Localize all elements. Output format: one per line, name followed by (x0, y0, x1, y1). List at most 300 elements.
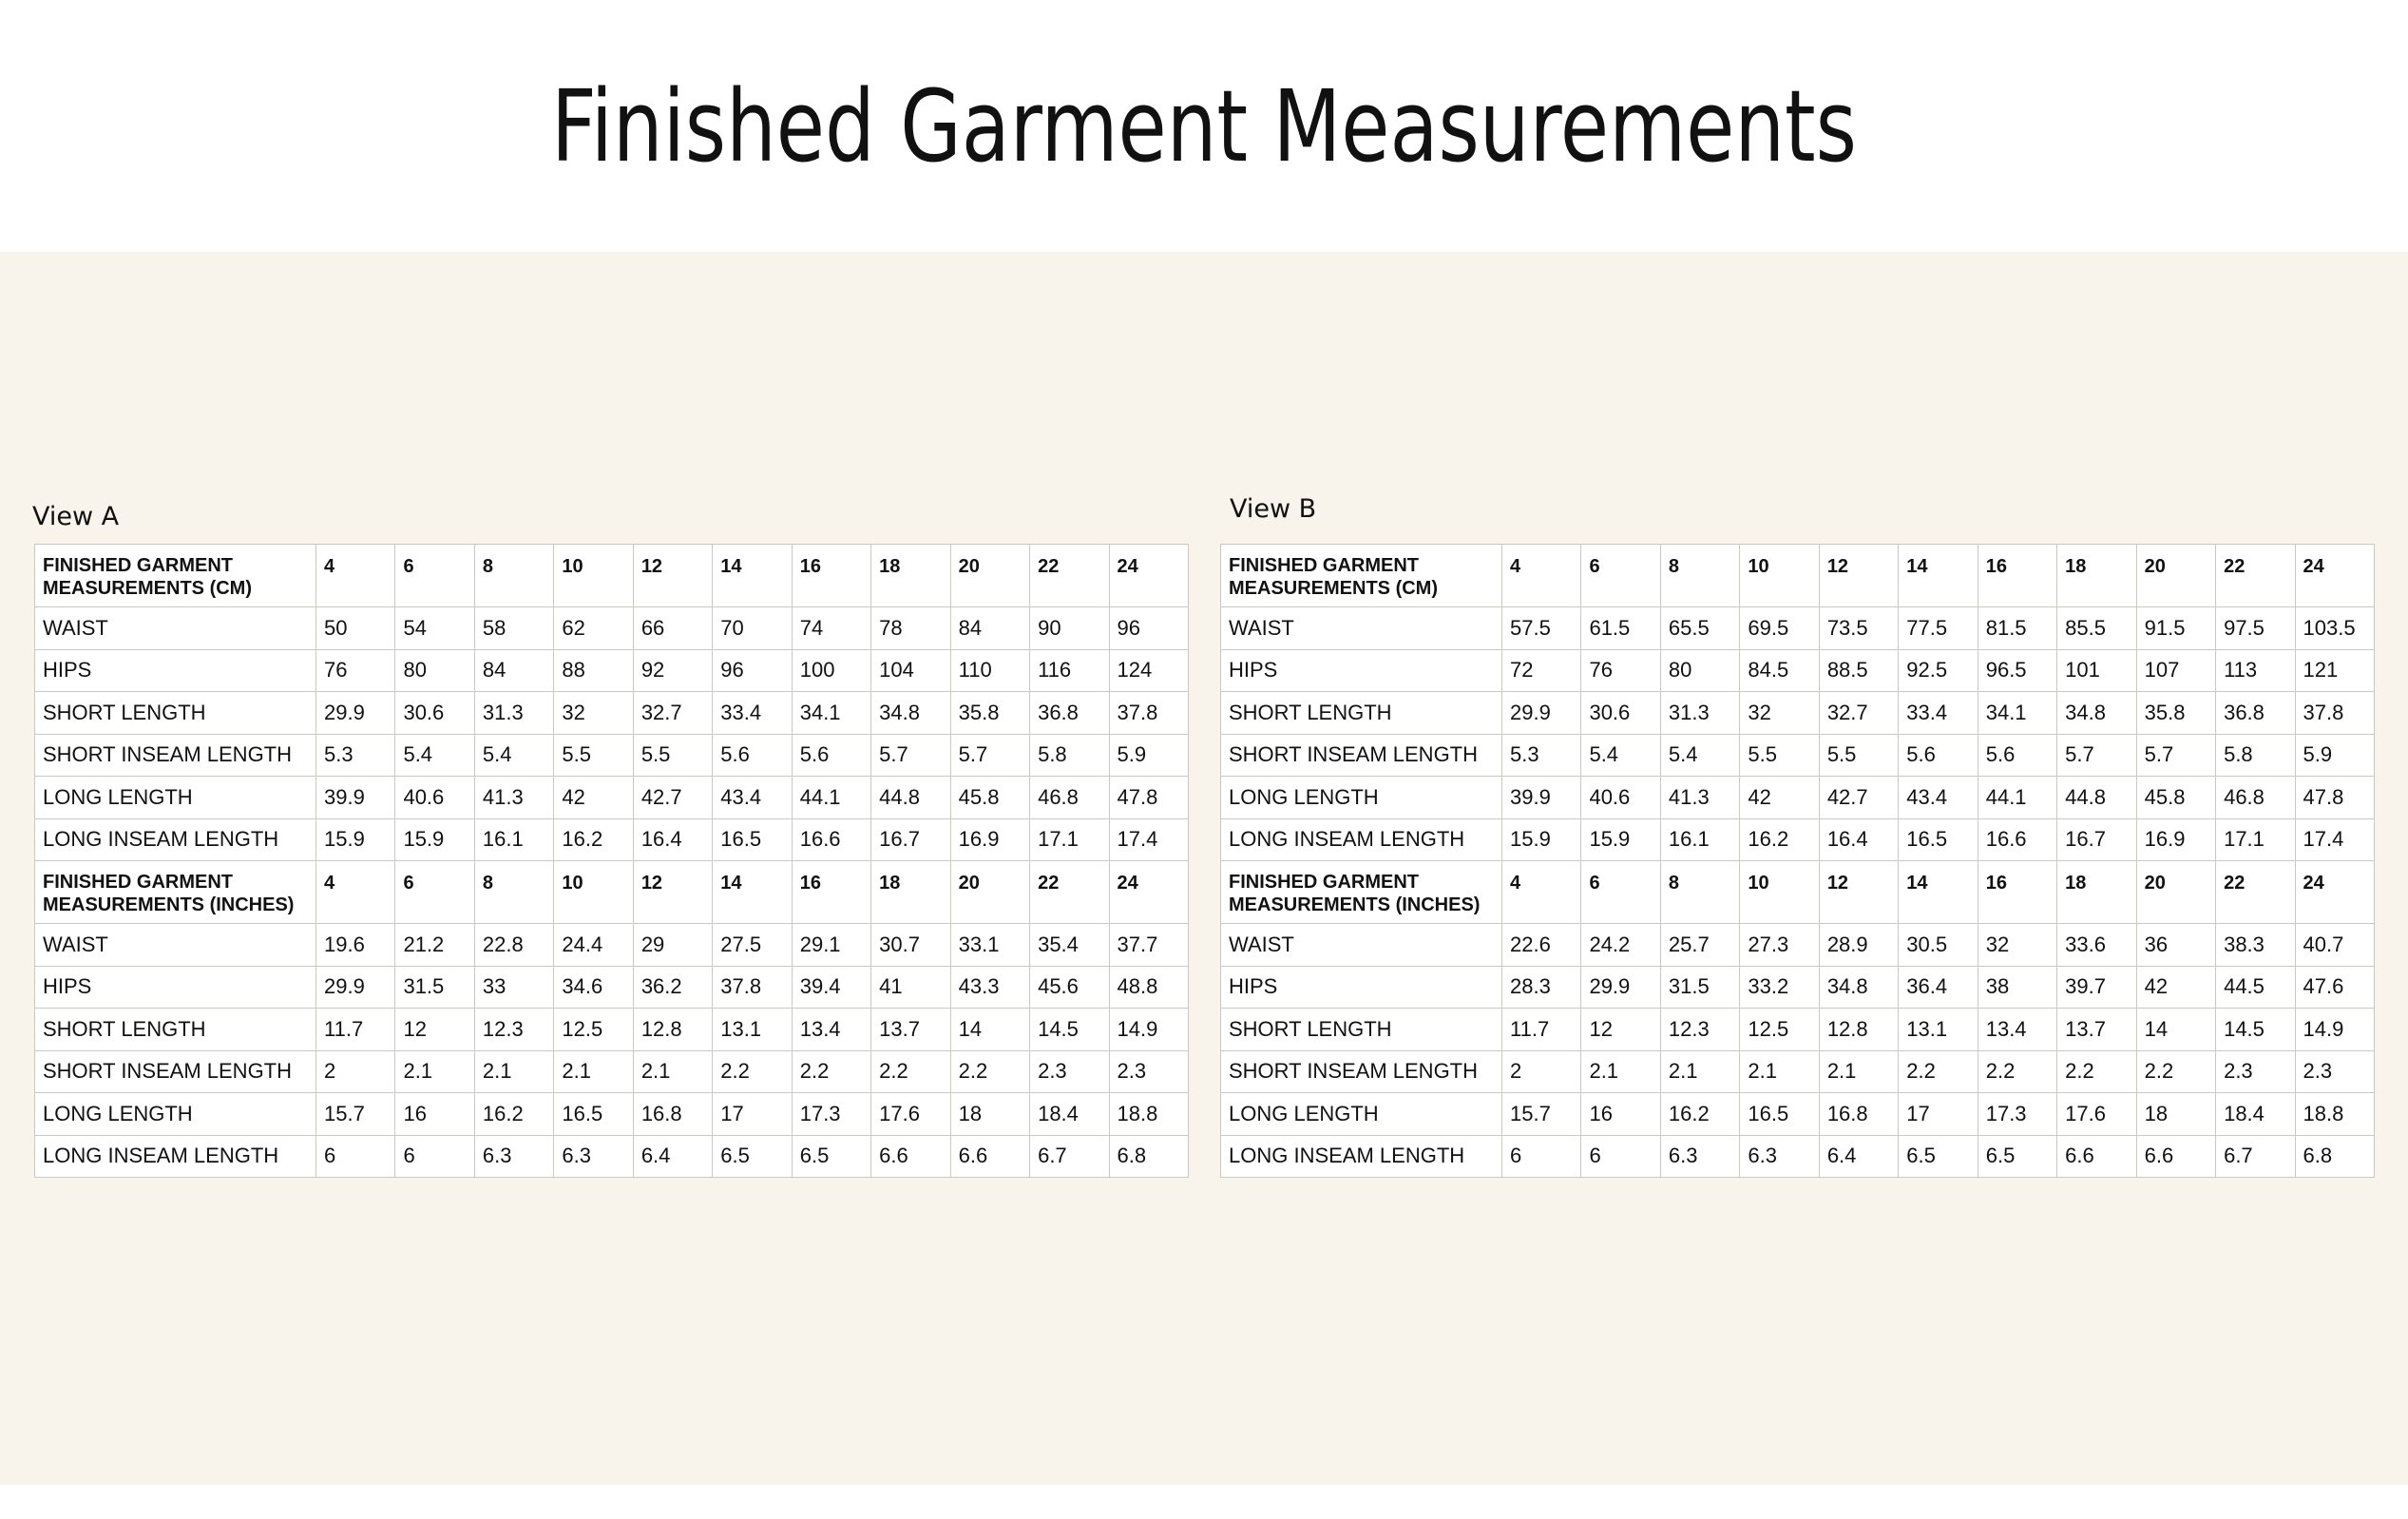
measurement-value-cell: 6.3 (474, 1135, 553, 1178)
measurement-value-cell: 33.4 (1899, 692, 1978, 735)
measurement-value-cell: 42 (2136, 966, 2215, 1009)
measurement-value-cell: 42 (1740, 777, 1819, 819)
measurement-value-cell: 14.5 (1030, 1009, 1109, 1051)
measurement-value-cell: 15.9 (395, 818, 474, 861)
measurement-value-cell: 17.3 (792, 1093, 870, 1136)
measurement-value-cell: 16.1 (474, 818, 553, 861)
measurement-value-cell: 50 (316, 607, 395, 650)
measurement-value-cell: 30.6 (1581, 692, 1660, 735)
measurement-value-cell: 41.3 (474, 777, 553, 819)
measurement-value-cell: 2.2 (1899, 1050, 1978, 1093)
measurement-value-cell: 39.9 (1502, 777, 1581, 819)
table-row (1221, 966, 2375, 1009)
measurement-value-cell: 29 (633, 924, 712, 967)
measurement-value-cell: 5.7 (950, 734, 1029, 777)
measurement-value-cell: 38 (1978, 966, 2056, 1009)
measurement-name-cell: HIPS (1221, 966, 1502, 1009)
measurement-value-cell: 16.5 (554, 1093, 633, 1136)
measurement-value-cell: 44.1 (792, 777, 870, 819)
view-a-measurement-table (34, 544, 1189, 1178)
measurement-value-cell: 29.9 (1502, 692, 1581, 735)
measurement-value-cell: 22.6 (1502, 924, 1581, 967)
measurement-value-cell: 18.4 (1030, 1093, 1109, 1136)
measurement-value-cell: 2.1 (633, 1050, 712, 1093)
measurement-value-cell: 5.5 (1740, 734, 1819, 777)
measurement-value-cell: 40.6 (395, 777, 474, 819)
measurement-value-cell: 92 (633, 649, 712, 692)
measurement-value-cell: 41 (871, 966, 950, 1009)
measurement-value-cell: 88 (554, 649, 633, 692)
measurement-value-cell: 13.4 (1978, 1009, 2056, 1051)
size-header-cell: 10 (1740, 861, 1819, 924)
measurement-name-cell: WAIST (1221, 924, 1502, 967)
measurement-value-cell: 37.7 (1109, 924, 1188, 967)
table-header-row (1221, 545, 2375, 607)
measurement-value-cell: 16.6 (792, 818, 870, 861)
measurement-value-cell: 2.3 (1030, 1050, 1109, 1093)
size-header-cell: 24 (1109, 861, 1188, 924)
measurement-name-cell: WAIST (35, 924, 316, 967)
measurement-value-cell: 16.8 (1819, 1093, 1898, 1136)
measurement-value-cell: 36.4 (1899, 966, 1978, 1009)
measurement-value-cell: 6.6 (871, 1135, 950, 1178)
measurement-value-cell: 35.8 (2136, 692, 2215, 735)
measurement-name-cell: WAIST (35, 607, 316, 650)
measurement-value-cell: 80 (1660, 649, 1739, 692)
measurement-value-cell: 88.5 (1819, 649, 1898, 692)
size-header-cell: 4 (316, 861, 395, 924)
measurement-value-cell: 5.6 (792, 734, 870, 777)
measurement-value-cell: 15.7 (1502, 1093, 1581, 1136)
measurement-value-cell: 14.9 (1109, 1009, 1188, 1051)
measurement-value-cell: 5.7 (2136, 734, 2215, 777)
measurement-value-cell: 34.8 (1819, 966, 1898, 1009)
measurement-value-cell: 6.4 (1819, 1135, 1898, 1178)
size-header-cell: 16 (792, 861, 870, 924)
measurement-value-cell: 17.6 (2057, 1093, 2136, 1136)
measurement-value-cell: 6.3 (1660, 1135, 1739, 1178)
measurement-value-cell: 96 (713, 649, 792, 692)
measurement-name-cell: SHORT INSEAM LENGTH (1221, 734, 1502, 777)
measurement-value-cell: 31.3 (1660, 692, 1739, 735)
measurement-value-cell: 6 (316, 1135, 395, 1178)
measurement-value-cell: 14 (950, 1009, 1029, 1051)
size-header-cell: 16 (1978, 861, 2056, 924)
table-row (1221, 649, 2375, 692)
measurement-value-cell: 76 (316, 649, 395, 692)
measurement-value-cell: 39.9 (316, 777, 395, 819)
measurement-value-cell: 2.2 (871, 1050, 950, 1093)
measurement-value-cell: 30.5 (1899, 924, 1978, 967)
measurement-value-cell: 31.5 (1660, 966, 1739, 1009)
size-header-cell: 24 (2295, 545, 2374, 607)
size-header-cell: 22 (2216, 545, 2295, 607)
measurement-value-cell: 5.4 (395, 734, 474, 777)
size-header-cell: 10 (1740, 545, 1819, 607)
measurement-value-cell: 31.5 (395, 966, 474, 1009)
measurement-value-cell: 32 (554, 692, 633, 735)
measurement-value-cell: 6.6 (2136, 1135, 2215, 1178)
measurement-name-cell: WAIST (1221, 607, 1502, 650)
table-row (35, 734, 1189, 777)
section-header-label: FINISHED GARMENT MEASUREMENTS (INCHES) (1221, 861, 1502, 924)
table-row (1221, 924, 2375, 967)
size-header-cell: 6 (395, 545, 474, 607)
measurement-value-cell: 36.8 (2216, 692, 2295, 735)
measurement-value-cell: 5.7 (871, 734, 950, 777)
measurement-value-cell: 96 (1109, 607, 1188, 650)
table-row (35, 607, 1189, 650)
measurement-value-cell: 14 (2136, 1009, 2215, 1051)
size-header-cell: 8 (474, 861, 553, 924)
size-header-cell: 22 (1030, 861, 1109, 924)
measurement-value-cell: 5.7 (2057, 734, 2136, 777)
measurement-name-cell: LONG LENGTH (1221, 1093, 1502, 1136)
measurement-value-cell: 25.7 (1660, 924, 1739, 967)
measurement-name-cell: LONG LENGTH (35, 777, 316, 819)
measurement-value-cell: 2.2 (950, 1050, 1029, 1093)
size-header-cell: 8 (1660, 545, 1739, 607)
measurement-value-cell: 43.3 (950, 966, 1029, 1009)
size-header-cell: 6 (1581, 545, 1660, 607)
measurement-value-cell: 6.3 (1740, 1135, 1819, 1178)
size-header-cell: 16 (1978, 545, 2056, 607)
measurement-value-cell: 44.8 (871, 777, 950, 819)
measurement-value-cell: 31.3 (474, 692, 553, 735)
measurement-value-cell: 91.5 (2136, 607, 2215, 650)
measurement-value-cell: 40.6 (1581, 777, 1660, 819)
measurement-value-cell: 42.7 (1819, 777, 1898, 819)
measurement-value-cell: 11.7 (316, 1009, 395, 1051)
measurement-value-cell: 16.2 (1740, 818, 1819, 861)
size-header-cell: 10 (554, 545, 633, 607)
measurement-value-cell: 5.6 (1899, 734, 1978, 777)
measurement-name-cell: SHORT LENGTH (1221, 692, 1502, 735)
measurement-value-cell: 13.1 (1899, 1009, 1978, 1051)
table-header-row (1221, 861, 2375, 924)
measurement-value-cell: 92.5 (1899, 649, 1978, 692)
measurement-value-cell: 45.6 (1030, 966, 1109, 1009)
measurement-value-cell: 124 (1109, 649, 1188, 692)
measurement-value-cell: 6 (1581, 1135, 1660, 1178)
measurement-value-cell: 62 (554, 607, 633, 650)
measurement-value-cell: 15.9 (1502, 818, 1581, 861)
size-header-cell: 12 (633, 861, 712, 924)
measurement-value-cell: 90 (1030, 607, 1109, 650)
measurement-value-cell: 17.3 (1978, 1093, 2056, 1136)
measurement-value-cell: 14.9 (2295, 1009, 2374, 1051)
size-header-cell: 4 (1502, 545, 1581, 607)
measurement-value-cell: 37.8 (1109, 692, 1188, 735)
measurement-name-cell: LONG INSEAM LENGTH (35, 1135, 316, 1178)
measurement-value-cell: 30.6 (395, 692, 474, 735)
measurement-value-cell: 33 (474, 966, 553, 1009)
table-row (35, 818, 1189, 861)
measurement-value-cell: 97.5 (2216, 607, 2295, 650)
measurement-value-cell: 24.2 (1581, 924, 1660, 967)
table-row (1221, 818, 2375, 861)
measurement-value-cell: 33.6 (2057, 924, 2136, 967)
measurement-value-cell: 47.8 (1109, 777, 1188, 819)
measurement-value-cell: 6.3 (554, 1135, 633, 1178)
measurement-value-cell: 61.5 (1581, 607, 1660, 650)
measurement-name-cell: LONG INSEAM LENGTH (35, 818, 316, 861)
measurement-value-cell: 103.5 (2295, 607, 2374, 650)
measurement-value-cell: 2.1 (395, 1050, 474, 1093)
measurement-value-cell: 24.4 (554, 924, 633, 967)
measurement-value-cell: 77.5 (1899, 607, 1978, 650)
measurement-value-cell: 6.8 (2295, 1135, 2374, 1178)
measurement-value-cell: 15.9 (1581, 818, 1660, 861)
size-header-cell: 14 (1899, 545, 1978, 607)
measurement-value-cell: 12 (1581, 1009, 1660, 1051)
measurement-value-cell: 44.5 (2216, 966, 2295, 1009)
measurement-value-cell: 2.2 (713, 1050, 792, 1093)
measurement-value-cell: 30.7 (871, 924, 950, 967)
measurement-value-cell: 6.5 (1899, 1135, 1978, 1178)
size-header-cell: 20 (2136, 545, 2215, 607)
measurement-value-cell: 37.8 (2295, 692, 2374, 735)
measurement-value-cell: 46.8 (2216, 777, 2295, 819)
measurement-value-cell: 13.4 (792, 1009, 870, 1051)
measurement-value-cell: 29.9 (1581, 966, 1660, 1009)
measurement-value-cell: 2.2 (2136, 1050, 2215, 1093)
measurement-value-cell: 121 (2295, 649, 2374, 692)
measurement-value-cell: 16.5 (713, 818, 792, 861)
measurement-value-cell: 107 (2136, 649, 2215, 692)
measurement-value-cell: 2.2 (792, 1050, 870, 1093)
measurement-name-cell: HIPS (1221, 649, 1502, 692)
measurement-value-cell: 6.7 (1030, 1135, 1109, 1178)
measurement-value-cell: 33.2 (1740, 966, 1819, 1009)
measurement-value-cell: 15.9 (316, 818, 395, 861)
size-header-cell: 22 (2216, 861, 2295, 924)
measurement-value-cell: 29.9 (316, 966, 395, 1009)
measurement-value-cell: 81.5 (1978, 607, 2056, 650)
measurement-value-cell: 45.8 (2136, 777, 2215, 819)
measurement-value-cell: 18 (2136, 1093, 2215, 1136)
size-header-cell: 4 (316, 545, 395, 607)
measurement-value-cell: 54 (395, 607, 474, 650)
measurement-value-cell: 32.7 (633, 692, 712, 735)
measurement-value-cell: 28.3 (1502, 966, 1581, 1009)
measurement-value-cell: 84 (474, 649, 553, 692)
measurement-value-cell: 16 (1581, 1093, 1660, 1136)
measurement-value-cell: 46.8 (1030, 777, 1109, 819)
measurement-value-cell: 40.7 (2295, 924, 2374, 967)
page-title: Finished Garment Measurements (550, 68, 1858, 184)
measurement-value-cell: 76 (1581, 649, 1660, 692)
table-row (1221, 692, 2375, 735)
measurement-value-cell: 16.2 (474, 1093, 553, 1136)
measurement-value-cell: 85.5 (2057, 607, 2136, 650)
measurement-value-cell: 37.8 (713, 966, 792, 1009)
measurement-value-cell: 34.8 (2057, 692, 2136, 735)
size-header-cell: 12 (633, 545, 712, 607)
measurement-value-cell: 17.4 (2295, 818, 2374, 861)
measurement-value-cell: 17.1 (2216, 818, 2295, 861)
size-header-cell: 22 (1030, 545, 1109, 607)
table-header-row (35, 545, 1189, 607)
measurement-value-cell: 80 (395, 649, 474, 692)
measurement-value-cell: 5.8 (1030, 734, 1109, 777)
size-header-cell: 6 (1581, 861, 1660, 924)
measurement-value-cell: 17.1 (1030, 818, 1109, 861)
table-row (35, 966, 1189, 1009)
size-header-cell: 8 (474, 545, 553, 607)
measurement-value-cell: 2.2 (1978, 1050, 2056, 1093)
measurement-value-cell: 6 (1502, 1135, 1581, 1178)
measurement-value-cell: 5.4 (1660, 734, 1739, 777)
measurement-value-cell: 84.5 (1740, 649, 1819, 692)
measurement-name-cell: SHORT INSEAM LENGTH (35, 1050, 316, 1093)
measurement-value-cell: 16.5 (1899, 818, 1978, 861)
measurement-value-cell: 2.3 (2295, 1050, 2374, 1093)
measurement-value-cell: 14.5 (2216, 1009, 2295, 1051)
measurement-value-cell: 12.3 (1660, 1009, 1739, 1051)
table-row (35, 1093, 1189, 1136)
size-header-cell: 20 (2136, 861, 2215, 924)
measurement-value-cell: 34.1 (1978, 692, 2056, 735)
table-row (35, 777, 1189, 819)
measurement-value-cell: 2.1 (1740, 1050, 1819, 1093)
size-header-cell: 4 (1502, 861, 1581, 924)
measurement-value-cell: 5.3 (1502, 734, 1581, 777)
measurement-name-cell: SHORT LENGTH (35, 1009, 316, 1051)
size-header-cell: 10 (554, 861, 633, 924)
measurement-value-cell: 47.8 (2295, 777, 2374, 819)
measurement-value-cell: 6.7 (2216, 1135, 2295, 1178)
size-header-cell: 24 (2295, 861, 2374, 924)
measurement-value-cell: 72 (1502, 649, 1581, 692)
measurement-value-cell: 36 (2136, 924, 2215, 967)
measurement-value-cell: 104 (871, 649, 950, 692)
measurement-value-cell: 12 (395, 1009, 474, 1051)
measurement-value-cell: 110 (950, 649, 1029, 692)
measurement-value-cell: 16.4 (633, 818, 712, 861)
measurement-value-cell: 44.1 (1978, 777, 2056, 819)
measurement-value-cell: 43.4 (713, 777, 792, 819)
size-header-cell: 8 (1660, 861, 1739, 924)
measurement-value-cell: 12.3 (474, 1009, 553, 1051)
measurement-value-cell: 12.5 (1740, 1009, 1819, 1051)
measurement-value-cell: 5.6 (1978, 734, 2056, 777)
measurement-value-cell: 2.3 (2216, 1050, 2295, 1093)
measurement-name-cell: LONG INSEAM LENGTH (1221, 1135, 1502, 1178)
measurement-value-cell: 5.4 (474, 734, 553, 777)
measurement-value-cell: 2.1 (1660, 1050, 1739, 1093)
measurement-value-cell: 16.9 (2136, 818, 2215, 861)
measurement-value-cell: 22.8 (474, 924, 553, 967)
measurement-value-cell: 66 (633, 607, 712, 650)
size-header-cell: 6 (395, 861, 474, 924)
measurement-value-cell: 18 (950, 1093, 1029, 1136)
measurement-value-cell: 16.5 (1740, 1093, 1819, 1136)
measurement-value-cell: 96.5 (1978, 649, 2056, 692)
measurement-value-cell: 5.5 (633, 734, 712, 777)
measurement-value-cell: 29.1 (792, 924, 870, 967)
view-a-label: View A (32, 502, 120, 531)
measurement-value-cell: 2.1 (1581, 1050, 1660, 1093)
measurement-value-cell: 19.6 (316, 924, 395, 967)
measurement-name-cell: SHORT INSEAM LENGTH (35, 734, 316, 777)
measurement-value-cell: 18.4 (2216, 1093, 2295, 1136)
measurement-value-cell: 43.4 (1899, 777, 1978, 819)
measurement-value-cell: 27.3 (1740, 924, 1819, 967)
table-row (1221, 1093, 2375, 1136)
table-row (1221, 1050, 2375, 1093)
measurement-value-cell: 32 (1978, 924, 2056, 967)
measurement-value-cell: 17.4 (1109, 818, 1188, 861)
measurement-value-cell: 113 (2216, 649, 2295, 692)
measurement-value-cell: 11.7 (1502, 1009, 1581, 1051)
size-header-cell: 14 (713, 861, 792, 924)
measurement-value-cell: 73.5 (1819, 607, 1898, 650)
measurement-value-cell: 2.2 (2057, 1050, 2136, 1093)
measurement-value-cell: 6.8 (1109, 1135, 1188, 1178)
measurement-value-cell: 6.5 (1978, 1135, 2056, 1178)
measurement-value-cell: 16.2 (1660, 1093, 1739, 1136)
measurement-value-cell: 21.2 (395, 924, 474, 967)
section-header-label: FINISHED GARMENT MEASUREMENTS (CM) (35, 545, 316, 607)
measurement-value-cell: 69.5 (1740, 607, 1819, 650)
measurement-name-cell: HIPS (35, 966, 316, 1009)
measurement-value-cell: 2 (1502, 1050, 1581, 1093)
measurement-value-cell: 5.8 (2216, 734, 2295, 777)
table-row (35, 1050, 1189, 1093)
measurement-value-cell: 5.3 (316, 734, 395, 777)
measurement-value-cell: 16.8 (633, 1093, 712, 1136)
measurement-value-cell: 12.8 (1819, 1009, 1898, 1051)
measurement-value-cell: 42 (554, 777, 633, 819)
measurement-value-cell: 57.5 (1502, 607, 1581, 650)
table-row (1221, 1009, 2375, 1051)
measurement-value-cell: 34.1 (792, 692, 870, 735)
size-header-cell: 16 (792, 545, 870, 607)
table-row (35, 924, 1189, 967)
measurement-value-cell: 32.7 (1819, 692, 1898, 735)
measurement-name-cell: HIPS (35, 649, 316, 692)
measurement-value-cell: 17 (713, 1093, 792, 1136)
measurement-value-cell: 45.8 (950, 777, 1029, 819)
measurement-value-cell: 29.9 (316, 692, 395, 735)
measurement-value-cell: 47.6 (2295, 966, 2374, 1009)
measurement-value-cell: 5.5 (554, 734, 633, 777)
measurement-value-cell: 74 (792, 607, 870, 650)
measurement-value-cell: 16.4 (1819, 818, 1898, 861)
measurement-value-cell: 13.7 (2057, 1009, 2136, 1051)
measurement-value-cell: 48.8 (1109, 966, 1188, 1009)
measurement-value-cell: 38.3 (2216, 924, 2295, 967)
measurement-value-cell: 5.9 (2295, 734, 2374, 777)
measurement-value-cell: 16.1 (1660, 818, 1739, 861)
measurement-value-cell: 13.7 (871, 1009, 950, 1051)
measurement-value-cell: 17 (1899, 1093, 1978, 1136)
size-header-cell: 20 (950, 545, 1029, 607)
measurement-value-cell: 16.7 (2057, 818, 2136, 861)
measurement-value-cell: 58 (474, 607, 553, 650)
measurement-value-cell: 65.5 (1660, 607, 1739, 650)
measurement-value-cell: 84 (950, 607, 1029, 650)
measurement-value-cell: 6.4 (633, 1135, 712, 1178)
measurement-value-cell: 33.4 (713, 692, 792, 735)
size-header-cell: 14 (1899, 861, 1978, 924)
measurement-value-cell: 36.2 (633, 966, 712, 1009)
measurement-value-cell: 15.7 (316, 1093, 395, 1136)
measurement-value-cell: 2.1 (554, 1050, 633, 1093)
measurement-value-cell: 32 (1740, 692, 1819, 735)
measurement-value-cell: 13.1 (713, 1009, 792, 1051)
